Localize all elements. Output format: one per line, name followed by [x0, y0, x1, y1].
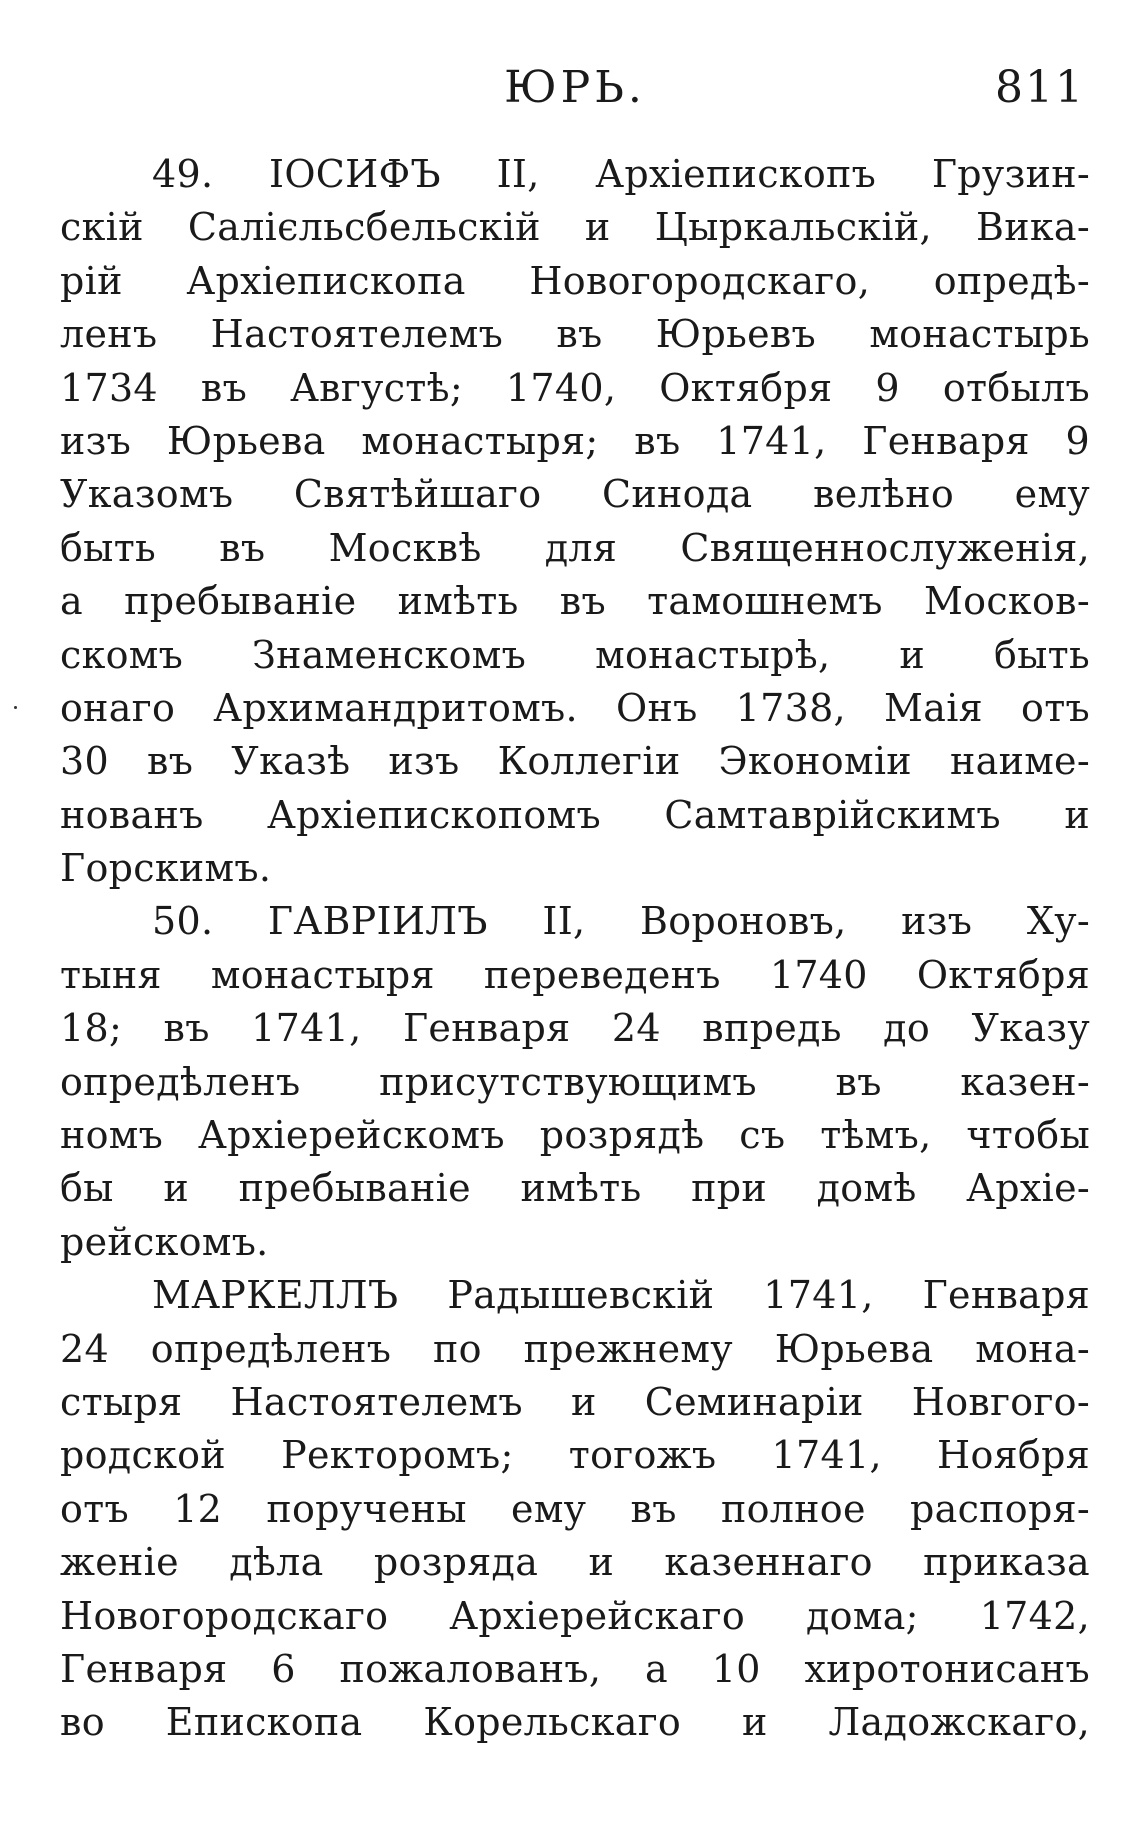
text-line: скій Салієльсбельскій и Цыркальскій, Вика-: [60, 205, 1090, 250]
text-line: родской Ректоромъ; тогожъ 1741, Ноября: [60, 1433, 1090, 1478]
page-number: 811: [995, 62, 1085, 113]
text-line: нованъ Архіепископомъ Самтаврійскимъ и: [60, 792, 1090, 837]
text-line: изъ Юрьева монастыря; въ 1741, Генваря 9: [60, 418, 1090, 463]
text-line: 30 въ Указѣ изъ Коллегіи Экономіи наиме-: [60, 739, 1090, 784]
text-line: 49. ІОСИФЪ ІІ, Архіепископъ Грузин-: [152, 152, 1090, 196]
running-head: [60, 40, 1090, 120]
text-line: Генваря 6 пожалованъ, а 10 хиротонисанъ: [60, 1646, 1090, 1691]
text-line: скомъ Знаменскомъ монастырѣ, и быть: [60, 632, 1090, 677]
text-line: 18; въ 1741, Генваря 24 впредь до Указу: [60, 1006, 1090, 1051]
text-line: онаго Архимандритомъ. Онъ 1738, Маія отъ: [60, 685, 1090, 730]
entry-markell-paragraph: [60, 1269, 1090, 1750]
text-line: рій Архіепископа Новогородскаго, опредѣ-: [60, 258, 1090, 303]
text-line: ленъ Настоятелемъ въ Юрьевъ монастырь: [60, 312, 1090, 357]
text-line: во Епископа Корельскаго и Ладожскаго,: [60, 1700, 1090, 1745]
text-line: тыня монастыря переведенъ 1740 Октября: [60, 952, 1090, 997]
text-line: Новогородскаго Архіерейскаго дома; 1742,: [60, 1593, 1090, 1638]
text-line: опредѣленъ присутствующимъ въ казен-: [60, 1059, 1090, 1104]
text-line: рейскомъ.: [60, 1219, 269, 1264]
text-line: женіе дѣла розряда и казеннаго приказа: [60, 1540, 1090, 1585]
body-text: [60, 148, 1090, 1750]
text-line: 1734 въ Августѣ; 1740, Октября 9 отбылъ: [60, 365, 1090, 410]
text-line: 24 опредѣленъ по прежнему Юрьева мона-: [60, 1326, 1090, 1371]
text-line: стыря Настоятелемъ и Семинаріи Новгого-: [60, 1379, 1090, 1424]
book-page: [60, 40, 1090, 1820]
text-line: МАРКЕЛЛЪ Радышевскій 1741, Генваря: [152, 1273, 1090, 1318]
text-line: номъ Архіерейскомъ розрядѣ съ тѣмъ, чтобы: [60, 1113, 1090, 1158]
text-line: Горскимъ.: [60, 846, 272, 891]
entry-49-paragraph: [60, 148, 1090, 895]
text-line: быть въ Москвѣ для Священнослуженія,: [60, 525, 1090, 570]
text-line: 50. ГАВРІИЛЪ ІІ, Вороновъ, изъ Ху-: [152, 899, 1090, 944]
text-line: Указомъ Святѣйшаго Синода велѣно ему: [60, 472, 1090, 517]
running-title: ЮРЬ.: [504, 62, 646, 113]
text-line: а пребываніе имѣть въ тамошнемъ Москов-: [60, 579, 1090, 624]
text-line: бы и пребываніе имѣть при домѣ Архіе-: [60, 1166, 1090, 1211]
margin-speck: [14, 706, 17, 709]
text-line: отъ 12 поручены ему въ полное распоря-: [60, 1486, 1090, 1531]
entry-50-paragraph: [60, 895, 1090, 1269]
